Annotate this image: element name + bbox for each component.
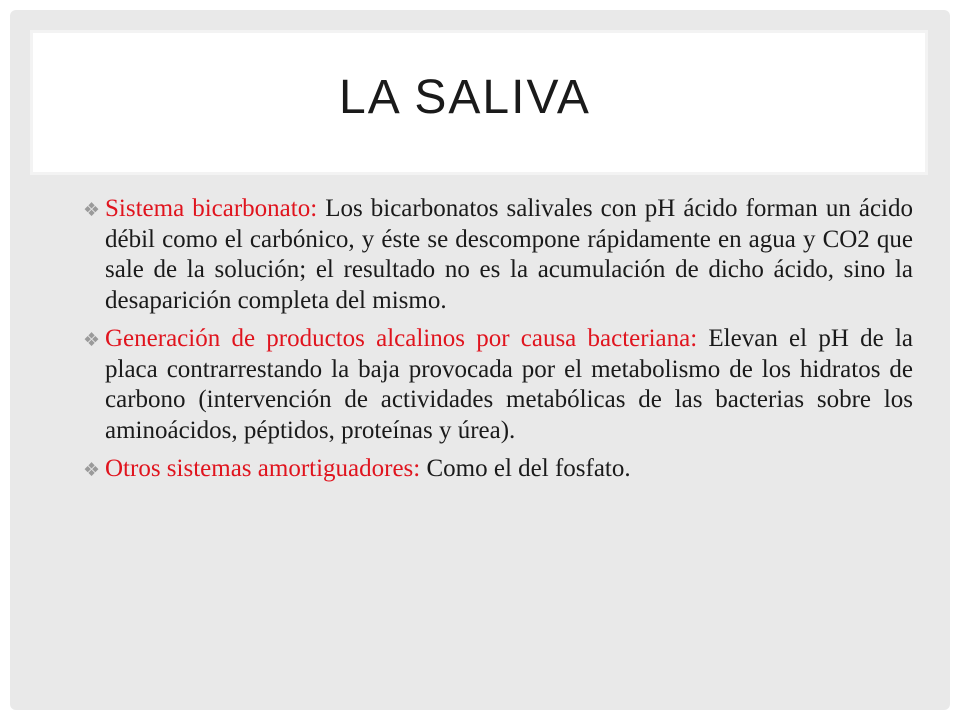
item-text: Los bicarbonatos salivales con pH ácido forman un ácido débil como el carbónico, y éste se descompone rápidamente en agua y CO2 que sale de la solución; el resultado no es la acumulación de dicho ácido, sino la desaparición completa del mismo. [105, 195, 914, 314]
term-sistema-bicarbonato: Sistema bicarbonato: [105, 195, 318, 222]
term-productos-alcalinos: Generación de productos alcalinos por causa bacteriana: [105, 325, 698, 352]
bullet-list [83, 194, 913, 493]
diamond-bullet-icon: ❖ [83, 199, 101, 221]
diamond-bullet-icon: ❖ [83, 329, 101, 351]
list-item [83, 324, 913, 446]
slide [10, 10, 950, 710]
item-text: Elevan el pH de la placa contrarrestando la baja provocada por el metabolismo de los hidratos de carbono (intervención de actividades metabólicas de las bacterias sobre los aminoácidos, péptidos, proteínas y úrea). [105, 325, 913, 444]
slide-title: LA SALIVA [339, 71, 591, 124]
list-item [83, 454, 913, 485]
list-item [83, 194, 913, 316]
term-otros-sistemas: Otros sistemas amortiguadores: [105, 455, 421, 482]
item-text: Como el del fosfato. [420, 455, 631, 482]
diamond-bullet-icon: ❖ [83, 459, 101, 481]
